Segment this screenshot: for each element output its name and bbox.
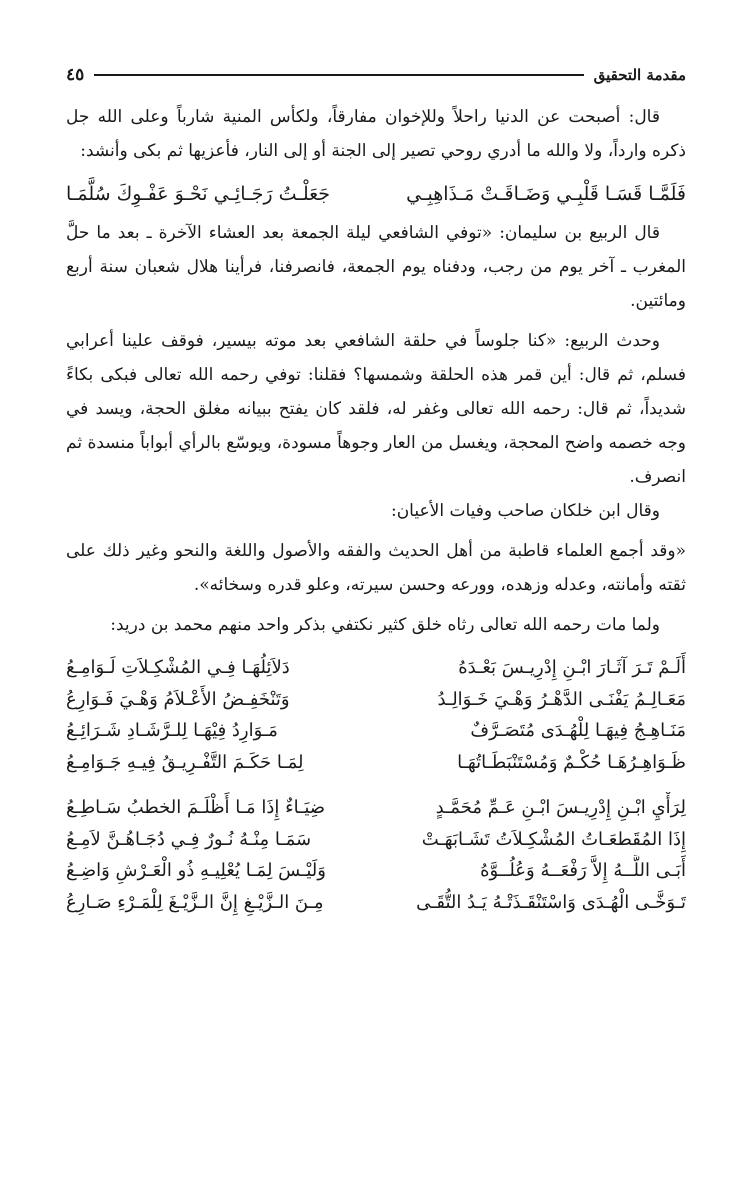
paragraph-rabi-death-date: قال الربيع بن سليمان: «توفي الشافعي ليلة الجمعة بعد العشاء الآخرة ـ بعد ما حلَّ المغرب ـ آخر يوم من رجب، ودفناه يوم الجمعة، فانصرفنا، فرأينا هلال شعبان سنة أربع ومائتين. [66,223,686,311]
paragraph-ibn-khallikan-intro: وقال ابن خلكان صاحب وفيات الأعيان: [390,501,660,521]
verse-first-hemistich: فَلَمَّـا قَسَـا قَلْبِـي وَضَـاقَـتْ مَـذَاهِبِـي [406,183,686,205]
poem-second-hemistich: وَتَنْخَفِـضُ الأَعْـلاَمُ وَهْـيَ فَـوَارِعُ [66,688,290,710]
poem-verse [66,652,686,684]
poem-verse [66,887,686,919]
poem-first-hemistich: إِذَا المُقَطعَـاتُ المُشْكِـلاَتُ تَشَـابَهَـتْ [421,828,686,850]
poem-second-hemistich: مَـوَارِدُ فِيْهَـا لِلـرَّشَـادِ شَـرَائِـعُ [66,720,278,741]
poem-verse [66,684,686,716]
poem-first-hemistich: أَلَـمْ تَـرَ آثَـارَ ابْـنِ إِدْرِيـسَ بَعْـدَهُ [458,657,686,678]
poem-first-hemistich: لِرَأْيِ ابْـنِ إِدْرِيـسَ ابْـنِ عَـمِّ مُحَمَّـدٍ [435,797,686,818]
verse-line [66,174,686,214]
header-rule [94,74,583,76]
poem-second-hemistich: ضِيَـاءٌ إِذَا مَـا أَظْلَـمَ الخطبُ سَـاطِـعُ [66,797,326,818]
header-title: مقدمة التحقيق [593,66,686,84]
poem-first-hemistich: مَعَـالِـمُ يَفْنَـى الدَّهْـرُ وَهْـيَ خَـوَالِـدُ [437,688,686,710]
poem-first-hemistich: ظَـوَاهِـرُهَـا حُكْـمٌ وَمُسْتَنْبَطَـاتُهَـا [457,751,686,773]
paragraph-elegy-intro: ولما مات رحمه الله تعالى رثاه خلق كثير نكتفي بذكر واحد منهم محمد بن دريد: [110,615,660,635]
stanza-separator [66,778,686,792]
poem-second-hemistich: وَلَيْـسَ لِمَـا يُعْلِيـهِ ذُو الْعَـرْشِ وَاضِـعُ [66,860,326,881]
poem-first-hemistich: تَـوَخَّـى الْهُـدَى وَاسْتَنْقَـذَتْـهُ يَـدُ التُّقَـى [416,891,686,913]
poem-second-hemistich: دَلاَئِلُهَـا فِـي المُشْكِـلاَتِ لَـوَامِـعُ [66,657,290,678]
poem-second-hemistich: لِمَـا حَكَـمَ التَّفْـرِيـقُ فِيـهِ جَـوَامِـعُ [66,751,304,773]
paragraph-ibn-khallikan-quote: «وقد أجمع العلماء قاطبة من أهل الحديث والفقه والأصول واللغة والنحو وغير ذلك على ثقته وأمانته، وعدله وزهده، وورعه وحسن سيرته، وعلو قدره وسخائه». [66,541,686,595]
poem-first-hemistich: مَنَـاهِـجُ فِيهَـا لِلْهُـدَى مُتَصَـرَّفٌ [470,720,686,741]
poem-verse [66,824,686,856]
poem-verse [66,855,686,887]
poem-second-hemistich: مِـنَ الـزَّيْـغِ إِنَّ الـزَّيْـغَ لِلْمَـرْءِ صَـارِعُ [66,891,324,913]
page-number: ٤٥ [66,65,85,85]
poem-verse [66,715,686,747]
document-page [66,60,686,918]
elegy-poem [66,652,686,918]
running-header [66,60,686,90]
poem-first-hemistich: أَبَـى اللَّــهُ إِلاَّ رَفْعَــهُ وَعُلُــوَّهُ [480,860,686,881]
poem-verse [66,792,686,824]
poem-verse [66,747,686,779]
paragraph-rabi-bedouin: وحدث الربيع: «كنا جلوساً في حلقة الشافعي بعد موته بيسير، فوقف علينا أعرابي فسلم، ثم قال: أين قمر هذه الحلقة وشمسها؟ فقلنا: توفي رحمه الله تعالى فبكى بكاءً شديداً، ثم قال: رحمه الله تعالى وغفر له، فلقد كان يفتح ببيانه مغلق الحجة، ويسد في وجه خصمه واضح المحجة، ويغسل من العار وجوهاً مسودة، ويوسّع بالرأي أبواباً منسدة ثم انصرف. [66,331,686,487]
poem-second-hemistich: سَمَـا مِنْـهُ نُـورٌ فِـي دُجَـاهُـنَّ لاَمِـعُ [66,828,312,850]
verse-second-hemistich: جَعَلْـتُ رَجَـائِـي نَحْـوَ عَفْـوِكَ سُلَّمَـا [66,183,331,205]
paragraph-shafii-last-words: قال: أصبحت عن الدنيا راحلاً وللإخوان مفارقاً، ولكأس المنية شارباً وعلى الله جل ذكره وارداً، ولا والله ما أدري روحي تصير إلى الجنة أو إلى النار، فأعزيها ثم بكى وأنشد: [66,107,686,161]
